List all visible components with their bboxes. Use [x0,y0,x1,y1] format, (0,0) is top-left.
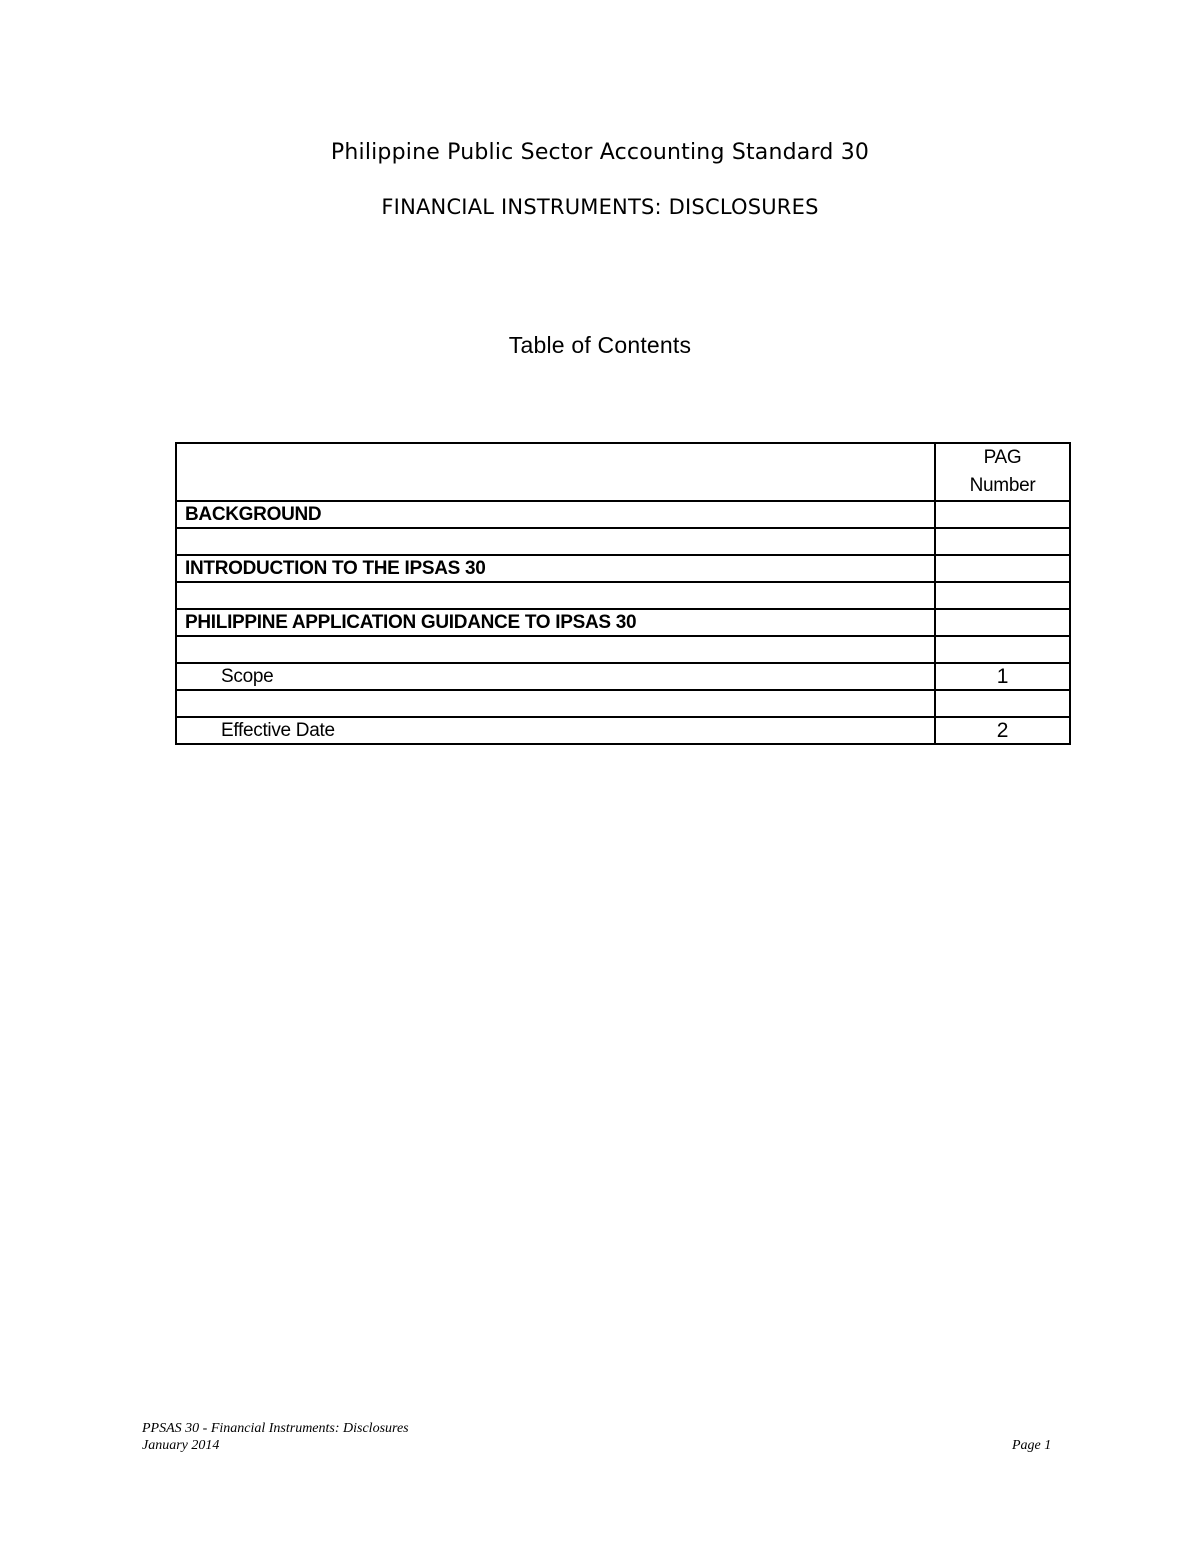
document-subtitle: FINANCIAL INSTRUMENTS: DISCLOSURES [381,195,819,219]
toc-row-spacer [176,690,1070,717]
toc-entry-label: BACKGROUND [176,501,935,528]
toc-entry-number: 1 [935,663,1070,690]
toc-entry-label [176,582,935,609]
toc-entry-label: Effective Date [176,717,935,744]
toc-entry-number [935,609,1070,636]
toc-entry-label: PHILIPPINE APPLICATION GUIDANCE TO IPSAS 30 [176,609,935,636]
toc-entry-number [935,636,1070,663]
toc-entry-number: 2 [935,717,1070,744]
toc-entry-label: INTRODUCTION TO THE IPSAS 30 [176,555,935,582]
toc-heading: Table of Contents [508,332,692,358]
toc-row-introduction [176,555,1070,582]
toc-row-effective-date [176,717,1070,744]
toc-row-spacer [176,582,1070,609]
toc-entry-label [176,690,935,717]
toc-row-background [176,501,1070,528]
toc-row-scope [176,663,1070,690]
toc-header-number [935,443,1070,501]
toc-row-spacer [176,636,1070,663]
toc-row-spacer [176,528,1070,555]
toc-header-number-line2: Number [969,475,1036,496]
toc-entry-number [935,555,1070,582]
toc-header-number-line1: PAG [983,447,1022,468]
footer-date: January 2014 [142,1438,220,1453]
table-of-contents [175,442,1071,745]
toc-entry-label: Scope [176,663,935,690]
document-title: Philippine Public Sector Accounting Standard 30 [330,140,870,165]
toc-entry-number [935,690,1070,717]
toc-row-application-guidance [176,609,1070,636]
toc-entry-number [935,528,1070,555]
toc-entry-label [176,636,935,663]
footer-document-name: PPSAS 30 - Financial Instruments: Disclosures [142,1421,409,1436]
toc-entry-number [935,501,1070,528]
footer-page-number: Page 1 [1012,1438,1052,1453]
toc-entry-number [935,582,1070,609]
toc-header-row [176,443,1070,501]
toc-entry-label [176,528,935,555]
toc-header-label [176,443,935,501]
